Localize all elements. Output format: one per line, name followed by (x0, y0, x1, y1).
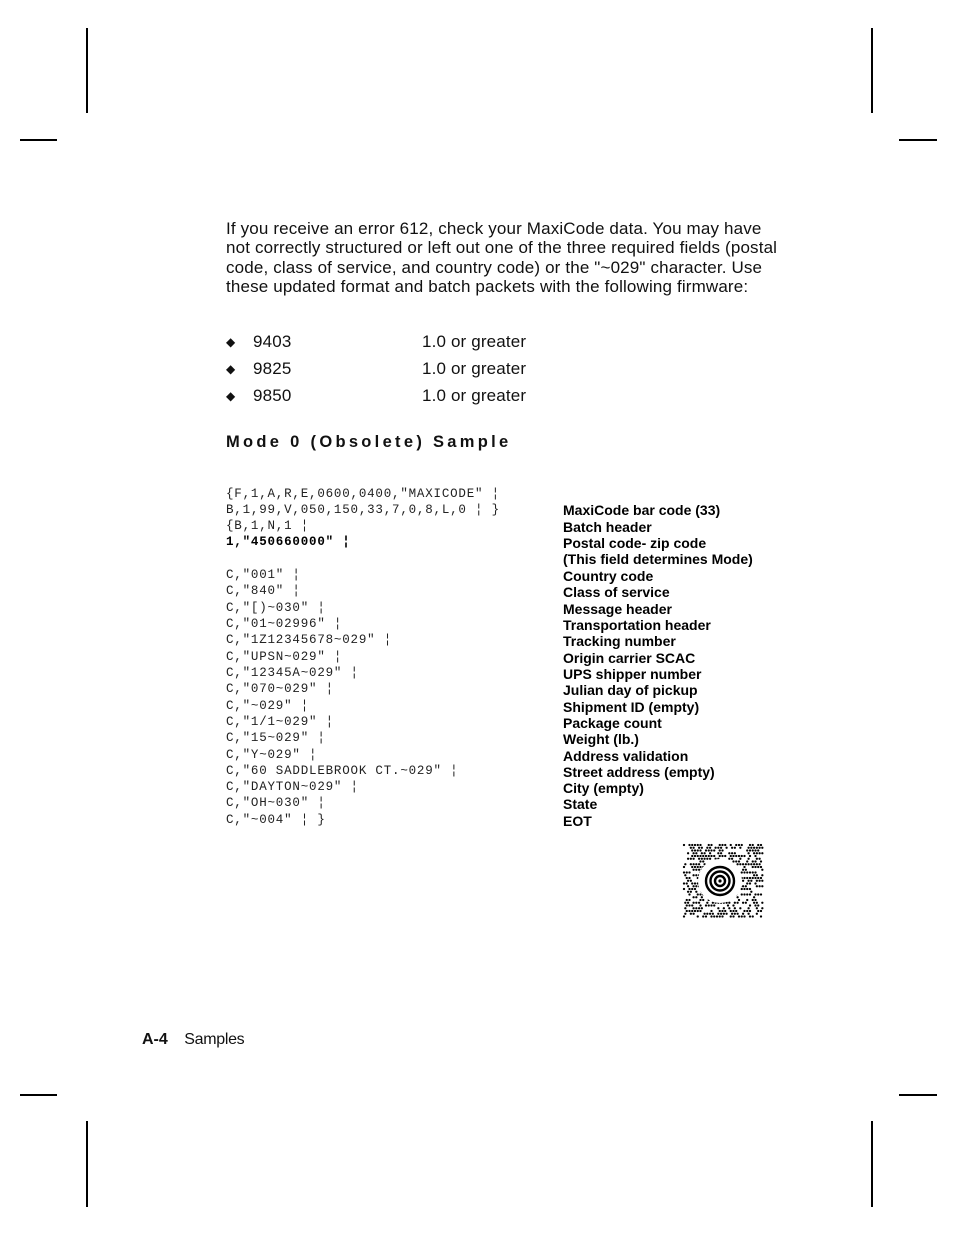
code-line: C,"1Z12345678~029" ¦ (226, 633, 393, 647)
diamond-bullet-icon: ◆ (226, 335, 236, 349)
field-description: EOT (563, 813, 592, 829)
intro-paragraph: If you receive an error 612, check your MaxiCode data. You may have not correctly structured or left out one of the three required fields (postal code, class of service, and country code) or the "~029" character. Use these updated format and batch packets with the following firmware: (226, 219, 778, 296)
code-line: C,"1/1~029" ¦ (226, 715, 334, 729)
crop-mark-bottom-left-horizontal (20, 1094, 57, 1096)
code-line: C,"~029" ¦ (226, 699, 310, 713)
field-description: Street address (empty) (563, 764, 715, 780)
field-description: Country code (563, 568, 654, 584)
code-line: C,"001" ¦ (226, 568, 301, 582)
code-line: {F,1,A,R,E,0600,0400,"MAXICODE" ¦ (226, 487, 500, 501)
crop-mark-top-right-horizontal (899, 139, 937, 141)
field-description: UPS shipper number (563, 666, 702, 682)
firmware-model: 9850 (253, 386, 292, 405)
page-footer (142, 1031, 244, 1049)
section-heading: Mode 0 (Obsolete) Sample (226, 433, 512, 451)
firmware-model: 9403 (253, 332, 292, 351)
crop-mark-bottom-right-horizontal (899, 1094, 937, 1096)
code-line: C,"Y~029" ¦ (226, 748, 318, 762)
crop-mark-bottom-left-vertical (86, 1121, 88, 1207)
code-line: C,"UPSN~029" ¦ (226, 650, 343, 664)
field-description: Weight (lb.) (563, 731, 639, 747)
field-description: Origin carrier SCAC (563, 650, 696, 666)
field-description: Transportation header (563, 617, 711, 633)
code-line: {B,1,N,1 ¦ (226, 519, 310, 533)
code-line: C,"[)~030" ¦ (226, 601, 326, 615)
field-description: Package count (563, 715, 662, 731)
code-line: C,"DAYTON~029" ¦ (226, 780, 359, 794)
field-description: Shipment ID (empty) (563, 699, 700, 715)
field-description: City (empty) (563, 780, 644, 796)
crop-mark-top-left-vertical (86, 28, 88, 113)
code-line: C,"15~029" ¦ (226, 731, 326, 745)
field-description: Tracking number (563, 633, 676, 649)
code-line: C,"12345A~029" ¦ (226, 666, 359, 680)
firmware-model: 9825 (253, 359, 292, 378)
footer-section-title: Samples (184, 1031, 245, 1048)
firmware-version: 1.0 or greater (422, 332, 527, 351)
code-line: C,"01~02996" ¦ (226, 617, 343, 631)
firmware-version: 1.0 or greater (422, 386, 527, 405)
crop-mark-top-left-horizontal (20, 139, 57, 141)
field-description: Class of service (563, 584, 670, 600)
field-description: Postal code- zip code (563, 535, 707, 551)
field-description: Batch header (563, 519, 652, 535)
field-description: Address validation (563, 748, 689, 764)
page-number: A-4 (142, 1031, 168, 1048)
field-description: MaxiCode bar code (33) (563, 502, 721, 518)
code-line: C,"070~029" ¦ (226, 682, 334, 696)
diamond-bullet-icon: ◆ (226, 389, 236, 403)
code-line-postal: 1,"450660000" ¦ (226, 535, 351, 549)
code-line: C,"840" ¦ (226, 584, 301, 598)
field-description: (This field determines Mode) (563, 551, 753, 567)
code-line: C,"~004" ¦ } (226, 813, 326, 827)
field-description: Message header (563, 601, 672, 617)
field-description: State (563, 796, 598, 812)
maxicode-barcode-image (682, 843, 764, 919)
code-line: B,1,99,V,050,150,33,7,0,8,L,0 ¦ } (226, 503, 500, 517)
crop-mark-top-right-vertical (871, 28, 873, 113)
firmware-version: 1.0 or greater (422, 359, 527, 378)
field-description: Julian day of pickup (563, 682, 698, 698)
diamond-bullet-icon: ◆ (226, 362, 236, 376)
code-line: C,"60 SADDLEBROOK CT.~029" ¦ (226, 764, 459, 778)
code-line: C,"OH~030" ¦ (226, 796, 326, 810)
crop-mark-bottom-right-vertical (871, 1121, 873, 1207)
